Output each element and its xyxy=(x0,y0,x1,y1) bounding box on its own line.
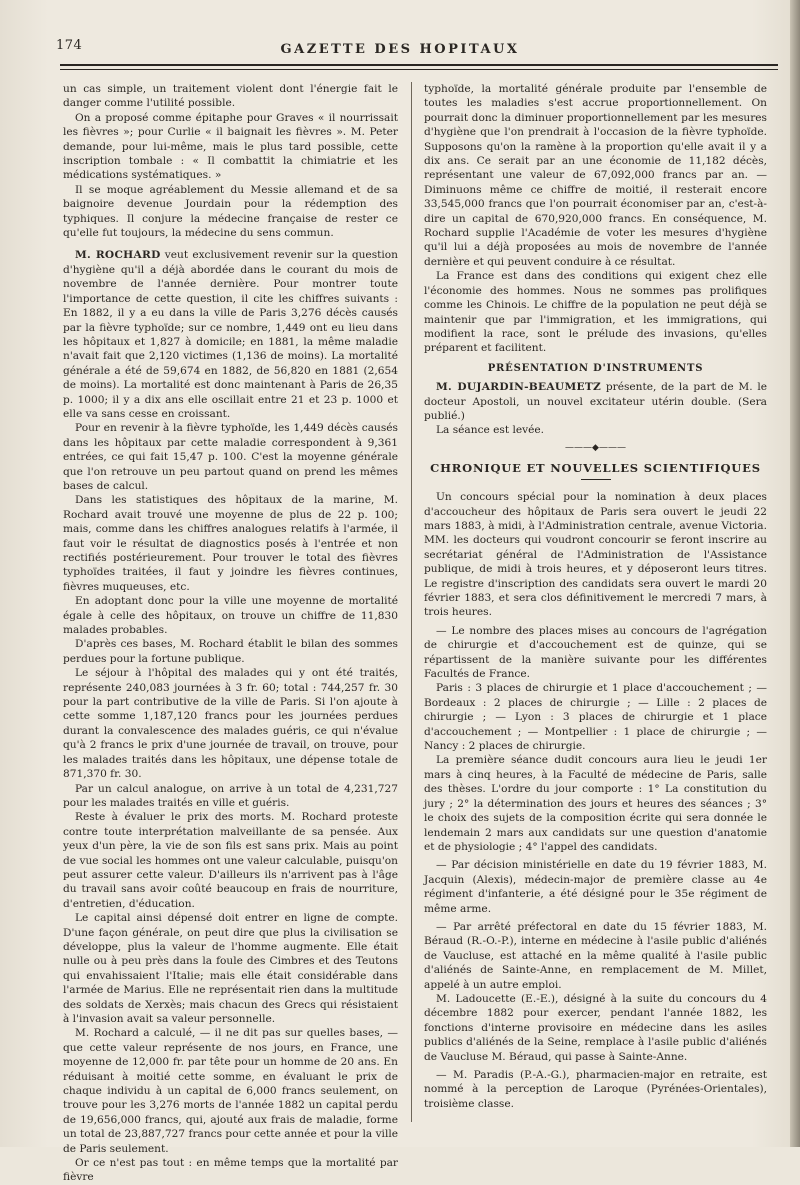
heading-rule xyxy=(581,479,611,480)
right-column xyxy=(424,82,767,1111)
paragraph-text: veut exclusivement revenir sur la question d'hygiène qu'il a déjà abordée dans le courant du mois de novembre de l'année dernière. Pour montrer toute l'importance de cette question, il cite les chiffres suivants : En 1882, il y a eu dans la ville de Paris 3,276 décès causés par la fièvre typhoïde; sur ce nombre, 1,449 ont eu lieu dans les hôpitaux et 1,827 à domicile; en 1881, la même maladie n'avait fait que 2,120 victimes (1,136 de moins). La mortalité générale a été de 59,674 en 1882, de 56,820 en 1881 (2,654 de moins). La mortalité est donc maintenant à Paris de 26,35 p. 1000; il y a dix ans elle oscillait entre 21 et 23 p. 1000 et elle va sans cesse en croissant. xyxy=(63,249,398,420)
paragraph: M. Ladoucette (E.-E.), désigné à la suite du concours du 4 décembre 1882 pour exercer, pendant l'année 1882, les fonctions d'interne provisoire en médecine dans les asiles publics d'aliénés de la Seine, remplace à l'asile public d'aliénés de Vaucluse M. Béraud, qui passe à Sainte-Anne. xyxy=(424,992,767,1063)
paragraph: D'après ces bases, M. Rochard établit le bilan des sommes perdues pour la fortune publique. xyxy=(63,638,398,665)
paragraph-text: présente, de la part de M. le docteur Apostoli, un nouvel excitateur utérin double. (Sera publié.) xyxy=(424,381,767,422)
paragraph: La France est dans des conditions qui exigent chez elle l'économie des hommes. Nous ne sommes pas prolifiques comme les Chinois. Le chiffre de la population ne peut déjà se maintenir que par l'immigration, et les immigrations, qui modifient la race, sont le prélude des invasions, qu'elles préparent et facilitent. xyxy=(424,270,767,355)
left-column xyxy=(63,82,398,1185)
presentation-heading: PRÉSENTATION D'INSTRUMENTS xyxy=(487,362,704,374)
running-title: GAZETTE DES HOPITAUX xyxy=(280,42,520,57)
paragraph: un cas simple, un traitement violent dont l'énergie fait le danger comme l'utilité possible. xyxy=(63,83,398,110)
page-number: 174 xyxy=(56,38,83,53)
section-ornament: ———◆——— xyxy=(565,442,626,453)
paragraph: La première séance dudit concours aura lieu le jeudi 1er mars à cinq heures, à la Faculté de médecine de Paris, salle des thèses. L'ordre du jour comporte : 1° La constitution du jury ; 2° la détermination des jours et heures des séances ; 3° le choix des sujets de la composition écrite qui sera donnée le lendemain 2 mars aux candidats sur une question d'anatomie et de physiologie ; 4° l'appel des candidats. xyxy=(424,754,767,853)
paragraph: Le séjour à l'hôpital des malades qui y ont été traités, représente 240,083 journées à 3 fr. 60; total : 744,257 fr. 30 pour la part contributive de la ville de Paris. Si l'on ajoute à cette somme 1,187,120 francs pour les journées perdues durant la convalescence des malades guéris, ce qui n'évalue qu'à 2 francs le prix d'une journée de travail, on trouve, pour les malades traités dans les hôpitaux, une dépense totale de 871,370 fr. 30. xyxy=(63,667,398,781)
header-rule xyxy=(60,64,778,66)
paragraph xyxy=(424,380,767,423)
paragraph: typhoïde, la mortalité générale produite par l'ensemble de toutes les maladies s'est accrue proportionnellement. On pourrait donc la diminuer proportionnellement par les mesures d'hygiène que l'on prendrait à l'occasion de la fièvre typhoïde. Supposons qu'on la ramène à la proportion qu'elle avait il y a dix ans. Ce serait par an une économie de 11,182 décès, représentant une valeur de 67,092,000 francs par an. — Diminuons même ce chiffre de moitié, il resterait encore 33,545,000 francs que l'on pourrait économiser par an, c'est-à-dire un capital de 670,920,000 francs. En conséquence, M. Rochard supplie l'Académie de voter les mesures d'hygiène qu'il lui a déjà proposées au mois de novembre de l'année dernière et qui peuvent conduire à ce résultat. xyxy=(424,83,767,268)
header-rule-thin xyxy=(60,69,778,70)
paragraph: On a proposé comme épitaphe pour Graves « il nourrissait les fièvres »; pour Curlie « il baignait les fièvres ». M. Peter demande, pour lui-même, mais le plus tard possible, cette inscription tombale : « Il combattit la chimiatrie et les médications systématiques. » xyxy=(63,111,398,182)
paragraph: Or ce n'est pas tout : en même temps que la mortalité par fièvre xyxy=(63,1157,398,1184)
paragraph: Dans les statistiques des hôpitaux de la marine, M. Rochard avait trouvé une moyenne de plus de 22 p. 100; mais, comme dans les chiffres analogues relatifs à l'armée, il faut voir le résultat de diagnostics posés à l'entrée et non rectifiés postérieurement. Pour trouver le total des fièvres typhoïdes traitées, il faut y joindre les fièvres continues, fièvres muqueuses, etc. xyxy=(63,494,398,593)
paragraph xyxy=(63,248,398,421)
paragraph: — M. Paradis (P.-A.-G.), pharmacien-major en retraite, est nommé à la perception de Laroque (Pyrénées-Orientales), troisième classe. xyxy=(424,1069,767,1110)
chronique-heading: CHRONIQUE ET NOUVELLES SCIENTIFIQUES xyxy=(430,460,761,475)
paragraph: En adoptant donc pour la ville une moyenne de mortalité égale à celle des hôpitaux, on trouve un chiffre de 11,830 malades probables. xyxy=(63,595,398,637)
paragraph: Le capital ainsi dépensé doit entrer en ligne de compte. D'une façon générale, on peut dire que plus la civilisation se développe, plus la valeur de l'homme augmente. Elle était nulle ou à peu près dans la foule des Cimbres et des Teutons qui envahissaient l'Italie; mais elle était considérable dans l'armée de Marius. Elle ne représentait rien dans la multitude des soldats de Xerxès; mais chacun des Grecs qui résistaient à l'invasion avait sa valeur personnelle. xyxy=(63,912,398,1025)
session-closing: La séance est levée. xyxy=(436,424,545,437)
paragraph: Un concours spécial pour la nomination à deux places d'accoucheur des hôpitaux de Paris sera ouvert le jeudi 22 mars 1883, à midi, à l'Administration centrale, avenue Victoria. MM. les docteurs qui voudront concourir se feront inscrire au secrétariat général de l'Administration de l'Assistance publique, de midi à trois heures, et y déposeront leurs titres. Le registre d'inscription des candidats sera ouvert le mardi 20 février 1883, et sera clos définitivement le mercredi 7 mars, à trois heures. xyxy=(424,491,767,619)
page-binding-edge xyxy=(790,0,800,1147)
paragraph: M. Rochard a calculé, — il ne dit pas sur quelles bases, — que cette valeur représente de nos jours, en France, une moyenne de 12,000 fr. par tête pour un homme de 20 ans. En réduisant à moitié cette somme, en évaluant le prix de chaque individu à un capital de 6,000 francs seulement, on trouve pour les 3,276 morts de l'année 1882 un capital perdu de 19,656,000 francs, qui, ajouté aux frais de maladie, forme un total de 23,887,727 francs pour cette année et pour la ville de Paris seulement. xyxy=(63,1027,398,1155)
paragraph: Par un calcul analogue, on arrive à un total de 4,231,727 pour les malades traités en ville et guéris. xyxy=(63,782,398,809)
paragraph: — Par arrêté préfectoral en date du 15 février 1883, M. Béraud (R.-O.-P.), interne en médecine à l'asile public d'aliénés de Vaucluse, est attaché en la même qualité à l'asile public d'aliénés de Sainte-Anne, en remplacement de M. Millet, appelé à un autre emploi. xyxy=(424,920,767,991)
speaker-name: M. ROCHARD xyxy=(75,249,161,262)
paragraph: Il se moque agréablement du Messie allemand et de sa baignoire devenue Jourdain pour la rédemption des typhiques. Il conjure la médecine française de rester ce qu'elle fut toujours, la médecine du sens commun. xyxy=(63,183,398,240)
paragraph: Paris : 3 places de chirurgie et 1 place d'accouchement ; — Bordeaux : 2 places de chirurgie ; — Lille : 2 places de chirurgie ; — Lyon : 3 places de chirurgie et 1 place d'accouchement ; — Montpellier : 1 place de chirurgie ; — Nancy : 2 places de chirurgie. xyxy=(424,682,767,753)
speaker-name: M. DUJARDIN-BEAUMETZ xyxy=(436,381,602,394)
paragraph: — Le nombre des places mises au concours de l'agrégation de chirurgie et d'accouchement est de quinze, qui se répartissent de la manière suivante pour les différentes Facultés de France. xyxy=(424,624,767,681)
column-divider xyxy=(411,82,412,1122)
paragraph: Reste à évaluer le prix des morts. M. Rochard proteste contre toute interprétation malveillante de sa pensée. Aux yeux d'un père, la vie de son fils est sans prix. Mais au point de vue social les hommes ont une valeur calculable, puisqu'on peut assurer cette valeur. D'ailleurs ils n'arrivent pas à l'âge du travail sans avoir coûté beaucoup en frais de nourriture, d'entretien, d'éducation. xyxy=(63,811,398,910)
paragraph: Pour en revenir à la fièvre typhoïde, les 1,449 décès causés dans les hôpitaux par cette maladie correspondent à 9,361 entrées, ce qui fait 15,47 p. 100. C'est la moyenne générale que l'on retrouve un peu partout quand on prend les mêmes bases de calcul. xyxy=(63,422,398,492)
paragraph: — Par décision ministérielle en date du 19 février 1883, M. Jacquin (Alexis), médecin-major de première classe au 4e régiment d'infanterie, a été désigné pour le 35e régiment de même arme. xyxy=(424,859,767,915)
